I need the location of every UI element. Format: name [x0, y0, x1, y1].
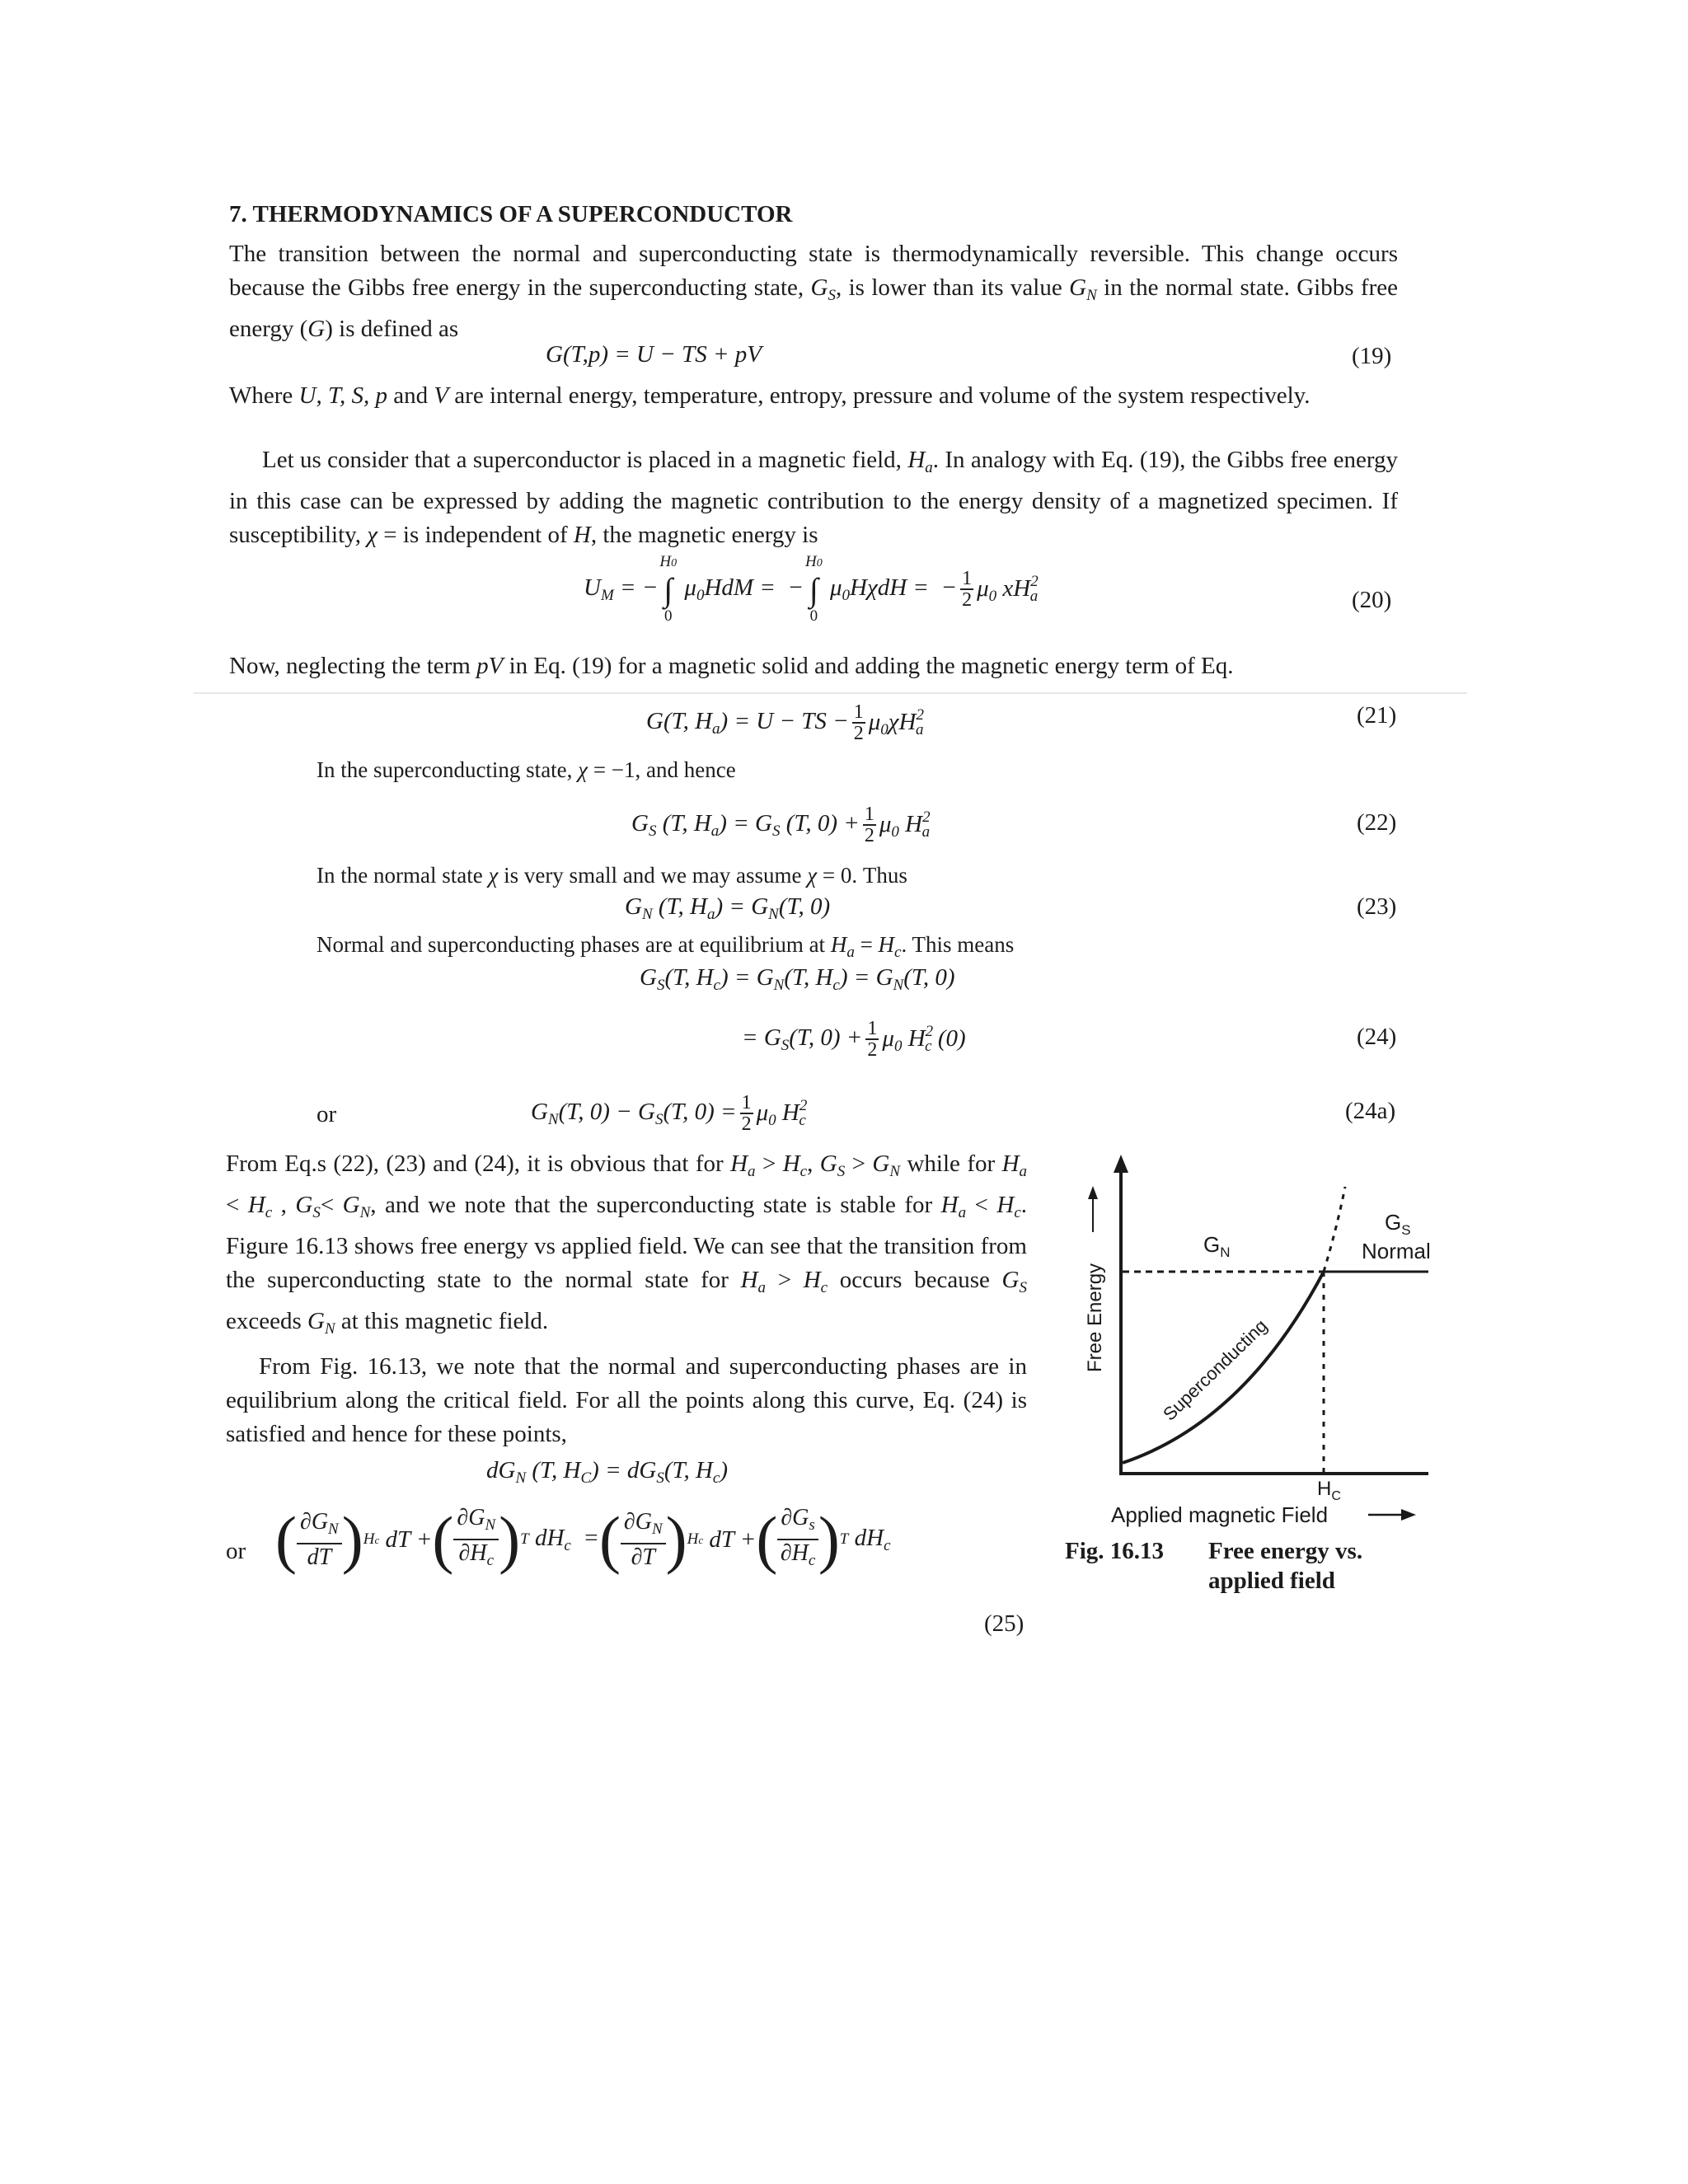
equation-20-number: (20): [1352, 587, 1392, 613]
gs-dashed-curve: [1324, 1187, 1345, 1272]
figure-caption-line1: Free energy vs.: [1208, 1538, 1363, 1564]
paragraph-definitions: Where U, T, S, p and V are internal energy, temperature, entropy, pressure and volume of the system respectively.: [229, 382, 1311, 409]
x-label-arrow-head: [1401, 1509, 1416, 1521]
equation-25: ( $\partial G_N$ dT ) Hc dT + ( $\partial G_N$ $\partial H_c$ ) T $dH_c$ = ( $\partial G_N$ ∂T ) Hc dT + ( $\partial G_s$ $\partial H_c$ ) T $dH_c$: [275, 1503, 891, 1575]
free-energy-figure: [1071, 1150, 1451, 1541]
equation-21-number: (21): [1357, 702, 1397, 729]
equation-24a-number: (24a): [1345, 1098, 1396, 1124]
figure-caption-number: Fig. 16.13: [1065, 1538, 1165, 1564]
figure-caption-line2: applied field: [1208, 1568, 1335, 1594]
scan-line: [194, 692, 1467, 694]
y-axis-label: Free Energy: [1084, 1263, 1106, 1372]
equation-20: $U_M$ = − H0 ∫ 0 $\mu_0HdM$ = − H0 ∫ 0 $\mu_0H\chi dH$ = − $\frac{1}{2}$ $\mu_0$ $xH^2_a$: [584, 553, 1039, 625]
equation-24-line2: = $G_S(T$, 0) + $\frac{1}{2}$ $\mu_0$ $H^2_c$ (0): [742, 1018, 966, 1061]
y-axis-arrow: [1114, 1155, 1128, 1173]
or-label: or: [316, 1101, 337, 1127]
equation-19: G(T,p) = U − TS + pV: [546, 341, 762, 368]
normal-label: Normal: [1362, 1239, 1431, 1263]
equation-22: $G_S$ (T, $H_a) = G_S$ (T, 0) + $\frac{1}{2}$ $\mu_0$ $H^2_a$: [631, 804, 931, 846]
paragraph-stability: From Eq.s (22), (23) and (24), it is obvious that for $H_a > H_c$, $G_S > G_N$ while for $H_a < H_c$ , $G_S< G_N$, and we note that the superconducting state is stable for $H_a < H_c$. Figure 16.13 shows free energy vs applied field. We can see that the transition from the superconducting state to the normal state for $H_a > H_c$ occurs because $G_S$ exceeds $G_N$ at this magnetic field.: [226, 1151, 1028, 1338]
gs-label: $G_S$: [1385, 1210, 1411, 1238]
text-normal-state: In the normal state χ is very small and we may assume χ = 0. Thus: [316, 863, 907, 888]
equation-24a: $G_N(T$, $0) - G_S(T$, 0) = $\frac{1}{2}$ $\mu_0$ $H^2_c$: [531, 1092, 808, 1135]
paragraph-intro: The transition between the normal and superconducting state is thermodynamically reversible. This change occurs because the Gibbs free energy in the superconducting state, $G_S$, is lower than its value $G_N$ in the normal state. Gibbs free energy (G) is defined as: [229, 241, 1398, 342]
equation-23-number: (23): [1357, 893, 1397, 920]
text-superconducting-state: In the superconducting state, χ = −1, and hence: [316, 757, 736, 782]
hc-label: $H_C$: [1317, 1478, 1341, 1503]
paragraph-magnetic-field: Let us consider that a superconductor is placed in a magnetic field, $H_a$. In analogy with Eq. (19), the Gibbs free energy in this case can be expressed by adding the magnetic contribution to the energy density of a magnetized specimen. If susceptibility, χ = is independent of H, the magnetic energy is: [229, 447, 1398, 548]
x-axis-label: Applied magnetic Field: [1111, 1502, 1329, 1527]
equation-dG: $dG_N$ (T, $H_C) = dG_S(T$, $H_c$): [486, 1457, 729, 1487]
equation-24-number: (24): [1357, 1024, 1397, 1050]
y-label-arrow-head: [1088, 1186, 1098, 1199]
paragraph-critical-field: From Fig. 16.13, we note that the normal and superconducting phases are in equilibrium along the critical field. For all the points along this curve, Eq. (24) is satisfied and hence for these points,: [226, 1353, 1027, 1447]
equation-24-line1: $G_S(T$, $H_c) = G_N(T$, $H_c) = G_N(T$, 0): [640, 964, 955, 994]
equation-19-number: (19): [1352, 343, 1392, 369]
equation-21: G(T, $H_a) = U$ − TS − $\frac{1}{2}$ $\mu_0\chi H^2_a$: [646, 701, 924, 744]
paragraph-neglecting: Now, neglecting the term pV in Eq. (19) for a magnetic solid and adding the magnetic energy term of Eq.: [229, 653, 1234, 679]
equation-23: $G_N$ (T, $H_a) = G_N(T$, 0): [625, 893, 831, 923]
section-heading: 7. THERMODYNAMICS OF A SUPERCONDUCTOR: [229, 201, 793, 227]
gn-label: $G_N$: [1203, 1232, 1231, 1260]
equation-25-number: (25): [984, 1610, 1025, 1637]
or-label-2: or: [226, 1538, 246, 1564]
text-equilibrium: Normal and superconducting phases are at equilibrium at $H_a = H_c$. This means: [316, 932, 1015, 961]
superconducting-label: Superconducting: [1159, 1315, 1272, 1425]
equation-22-number: (22): [1357, 809, 1397, 836]
